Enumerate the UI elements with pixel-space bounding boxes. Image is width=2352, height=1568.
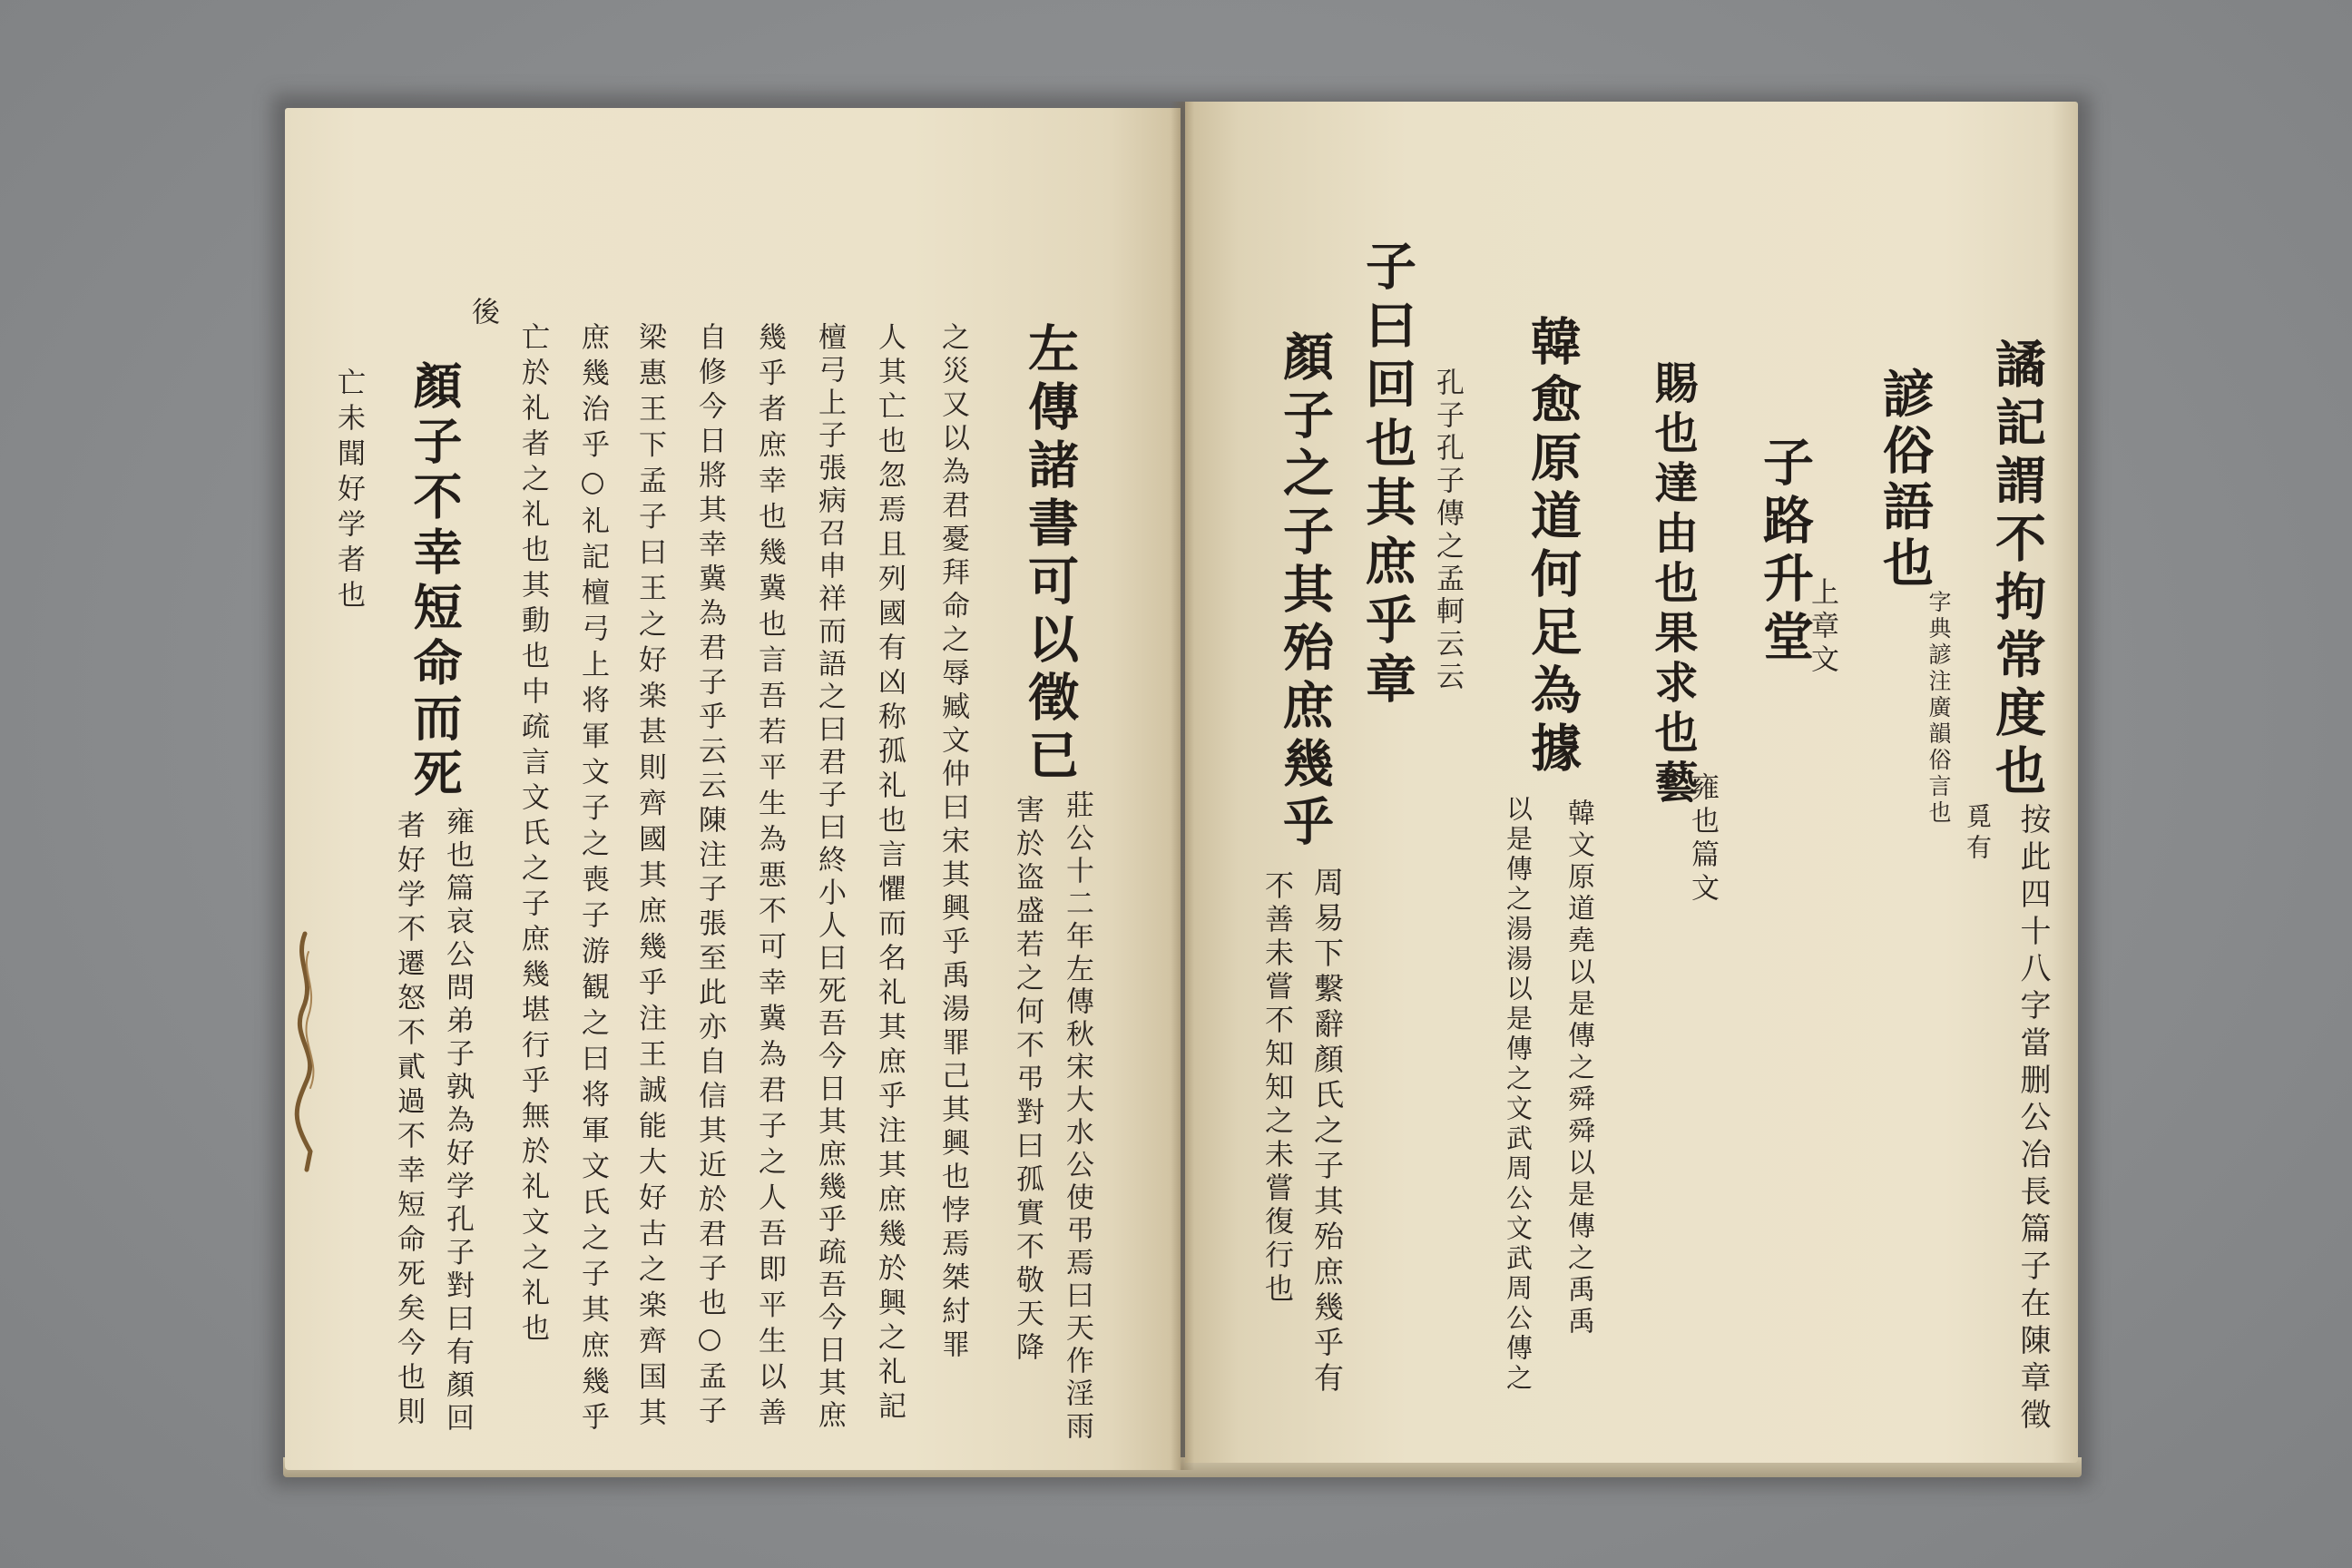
right-col5-heading: 韓愈原道何足為據 <box>1523 315 1583 779</box>
left-col6-commentary: 自修今日將其幸冀為君子乎云云陳注子張至此亦自信其近於君子也○孟子 <box>693 322 726 1430</box>
right-col1-note-a: 覓有 <box>1963 803 1993 865</box>
right-col4-heading: 賜也達由也果求也藝 <box>1647 360 1698 809</box>
right-col3-heading: 子路升堂 <box>1755 436 1815 668</box>
left-col5-commentary: 幾乎者庶幸也幾冀也言吾若平生為悪不可幸冀為君子之人吾即平生以善 <box>753 322 786 1434</box>
right-col8-heading: 顏子之子其殆庶幾乎 <box>1275 330 1335 853</box>
right-col2-heading: 諺俗語也 <box>1875 368 1935 593</box>
left-col1-note-right: 莊公十二年左傳秋宋大水公使弔焉曰天作淫雨 <box>1061 790 1093 1444</box>
right-col8-note-right: 周易下繫辭顏氏之子其殆庶幾乎有 <box>1309 867 1345 1397</box>
left-col1-note-left: 害於盗盛若之何不弔對曰孤實不敬天降 <box>1011 795 1044 1366</box>
left-col11-note-left: 者好学不遷怒不貳過不幸短命死矣今也則 <box>392 810 425 1431</box>
left-col7-commentary: 梁惠王下孟子曰王之好楽甚則齊國其庶幾乎注王誠能大好古之楽齊国其 <box>633 322 666 1434</box>
right-col8-note-left: 不善未嘗不知知之未嘗復行也 <box>1260 870 1295 1307</box>
left-col9-commentary: 亡於礼者之礼也其動也中疏言文氏之子庶幾堪行乎無於礼文之礼也 <box>516 322 549 1348</box>
right-col2-note: 字典諺注廣韻俗言也 <box>1926 590 1952 827</box>
right-col5-note-left: 以是傳之湯湯以是傳之文武周公文武周公傳之 <box>1503 795 1534 1394</box>
right-col7-heading: 子曰回也其庶乎章 <box>1357 240 1417 711</box>
left-col8-commentary: 庶幾治乎○礼記檀弓上将軍文子之喪子游観之曰将軍文氏之子其庶幾乎 <box>576 322 609 1438</box>
left-page <box>285 108 1181 1470</box>
right-col3-note: 上章文 <box>1806 577 1838 678</box>
right-col6-note: 孔子孔子傳之孟軻云云 <box>1431 368 1464 694</box>
left-col12-commentary: 亡未聞好学者也 <box>332 368 365 615</box>
left-col10-marker: 後 <box>466 297 499 330</box>
left-col1-heading: 左傳諸書可以徵已 <box>1020 322 1080 787</box>
right-col1-heading: 譎記謂不拘常度也 <box>1987 338 2047 802</box>
left-col2-commentary: 之災又以為君憂拜命之辱臧文仲曰宋其興乎禹湯罪己其興也悖焉桀紂罪 <box>936 322 969 1363</box>
left-col3-commentary: 人其亡也忽焉且列國有凶称孤礼也言懼而名礼其庶乎注其庶幾於興之礼記 <box>873 322 906 1426</box>
book-spine <box>1171 102 1194 1470</box>
right-page <box>1185 102 2078 1463</box>
left-col11-heading: 顏子不幸短命而死 <box>406 360 464 803</box>
left-col4-commentary: 檀弓上子張病召申祥而語之曰君子曰終小人曰死吾今日其庶幾乎疏吾今日其庶 <box>813 322 846 1433</box>
left-col11-note-right: 雍也篇哀公問弟子孰為好学孔子對曰有顏回 <box>441 807 474 1436</box>
worm-damage <box>285 925 339 1179</box>
right-col5-note-right: 韓文原道堯以是傳之舜舜以是傳之禹禹 <box>1563 799 1594 1338</box>
right-col4-note: 雍也篇文 <box>1686 772 1719 906</box>
right-col1-note-b: 按此四十八字當删公冶長篇子在陳章徵 <box>2014 803 2051 1436</box>
